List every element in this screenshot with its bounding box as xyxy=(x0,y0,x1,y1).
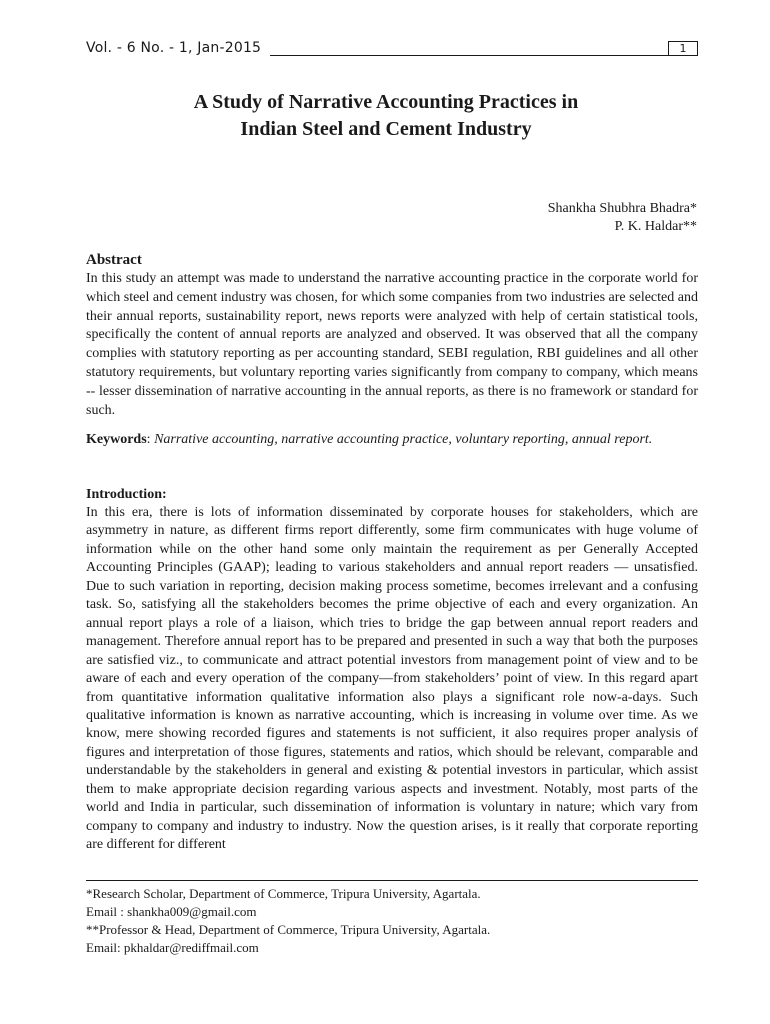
running-header xyxy=(86,38,698,58)
footnote-1: *Research Scholar, Department of Commerce, Tripura University, Agartala. xyxy=(86,886,481,901)
keywords-label: Keywords xyxy=(86,432,147,447)
footnotes xyxy=(86,885,490,957)
author-1: Shankha Shubhra Bhadra* xyxy=(547,201,697,216)
introduction-text: In this era, there is lots of information disseminated by corporate houses for stakeholders, which are asymmetry in nature, as different firms report differently, some firm communicates with huge volume of information while on the other hand some only maintain the requirement as per Generally Accepted Accounting Principles (GAAP); leading to various stakeholders and annual report readers — unsatisfied. Due to such variation in reporting, decision making process sometime, becomes irrelevant and a confusing task. So, satisfying all the stakeholders becomes the prime objective of each and every organization. An annual report plays a role of a liaison, which tries to bridge the gap between annual report readers and management. Therefore annual report has to be prepared and presented in such a way that both the purposes are satisfied viz., to communicate and attract potential investors from management point of view and to be aware of each and every operation of the company—from stakeholders’ point of view. In this regard apart from quantitative information qualitative information also plays a significant role now-a-days. Such qualitative information is known as narrative accounting, which is increasing in volume over time. As we know, mere showing recorded figures and statements is not sufficient, it also requires proper analysis of figures and interpretation of those figures, statements and ratios, which should be relevant, comparable and understandable by the stakeholders in general and existing & potential investors in particular, which assist them to make appropriate decision regarding various aspects and investment. Notably, most parts of the world and India in particular, such dissemination of information is voluntary in nature; which vary from company to company and industry to industry. Now the question arises, is it really that corporate reporting are different for different xyxy=(86,505,698,853)
abstract-heading: Abstract xyxy=(86,252,142,268)
author-list xyxy=(548,200,697,236)
introduction-heading: Introduction: xyxy=(86,487,167,502)
title-line-2: Indian Steel and Cement Industry xyxy=(240,118,532,140)
footnote-email-1: Email : shankha009@gmail.com xyxy=(86,904,257,919)
page-number: 1 xyxy=(668,41,698,56)
keywords: Keywords: Narrative accounting, narrative accounting practice, voluntary reporting, annual report. xyxy=(86,432,653,447)
footnote-2: **Professor & Head, Department of Commerce, Tripura University, Agartala. xyxy=(86,922,491,937)
header-rule xyxy=(270,55,668,56)
keywords-text: Narrative accounting, narrative accounting practice, voluntary reporting, annual report. xyxy=(154,432,653,447)
abstract-text: In this study an attempt was made to understand the narrative accounting practice in the corporate world for which steel and cement industry was chosen, for which some companies from two industries are selected and their annual reports, sustainability report, news reports were analyzed with help of certain statistical tools, specifically the content of annual reports are analyzed and observed. It was observed that all the company complies with statutory reporting as per accounting standard, SEBI regulation, RBI guidelines and all other statutory requirements, but voluntary reporting varies significantly from company to company, which means -- lesser dissemination of narrative accounting in the annual reports, as there is no framework or standard for such. xyxy=(86,271,698,418)
author-2: P. K. Haldar** xyxy=(614,219,697,234)
title-line-1: A Study of Narrative Accounting Practices in xyxy=(193,91,579,113)
journal-volume-issue: Vol. - 6 No. - 1, Jan-2015 xyxy=(86,40,262,56)
footnote-rule xyxy=(86,880,698,881)
paper-title xyxy=(86,89,686,143)
footnote-email-2: Email: pkhaldar@rediffmail.com xyxy=(86,940,259,955)
